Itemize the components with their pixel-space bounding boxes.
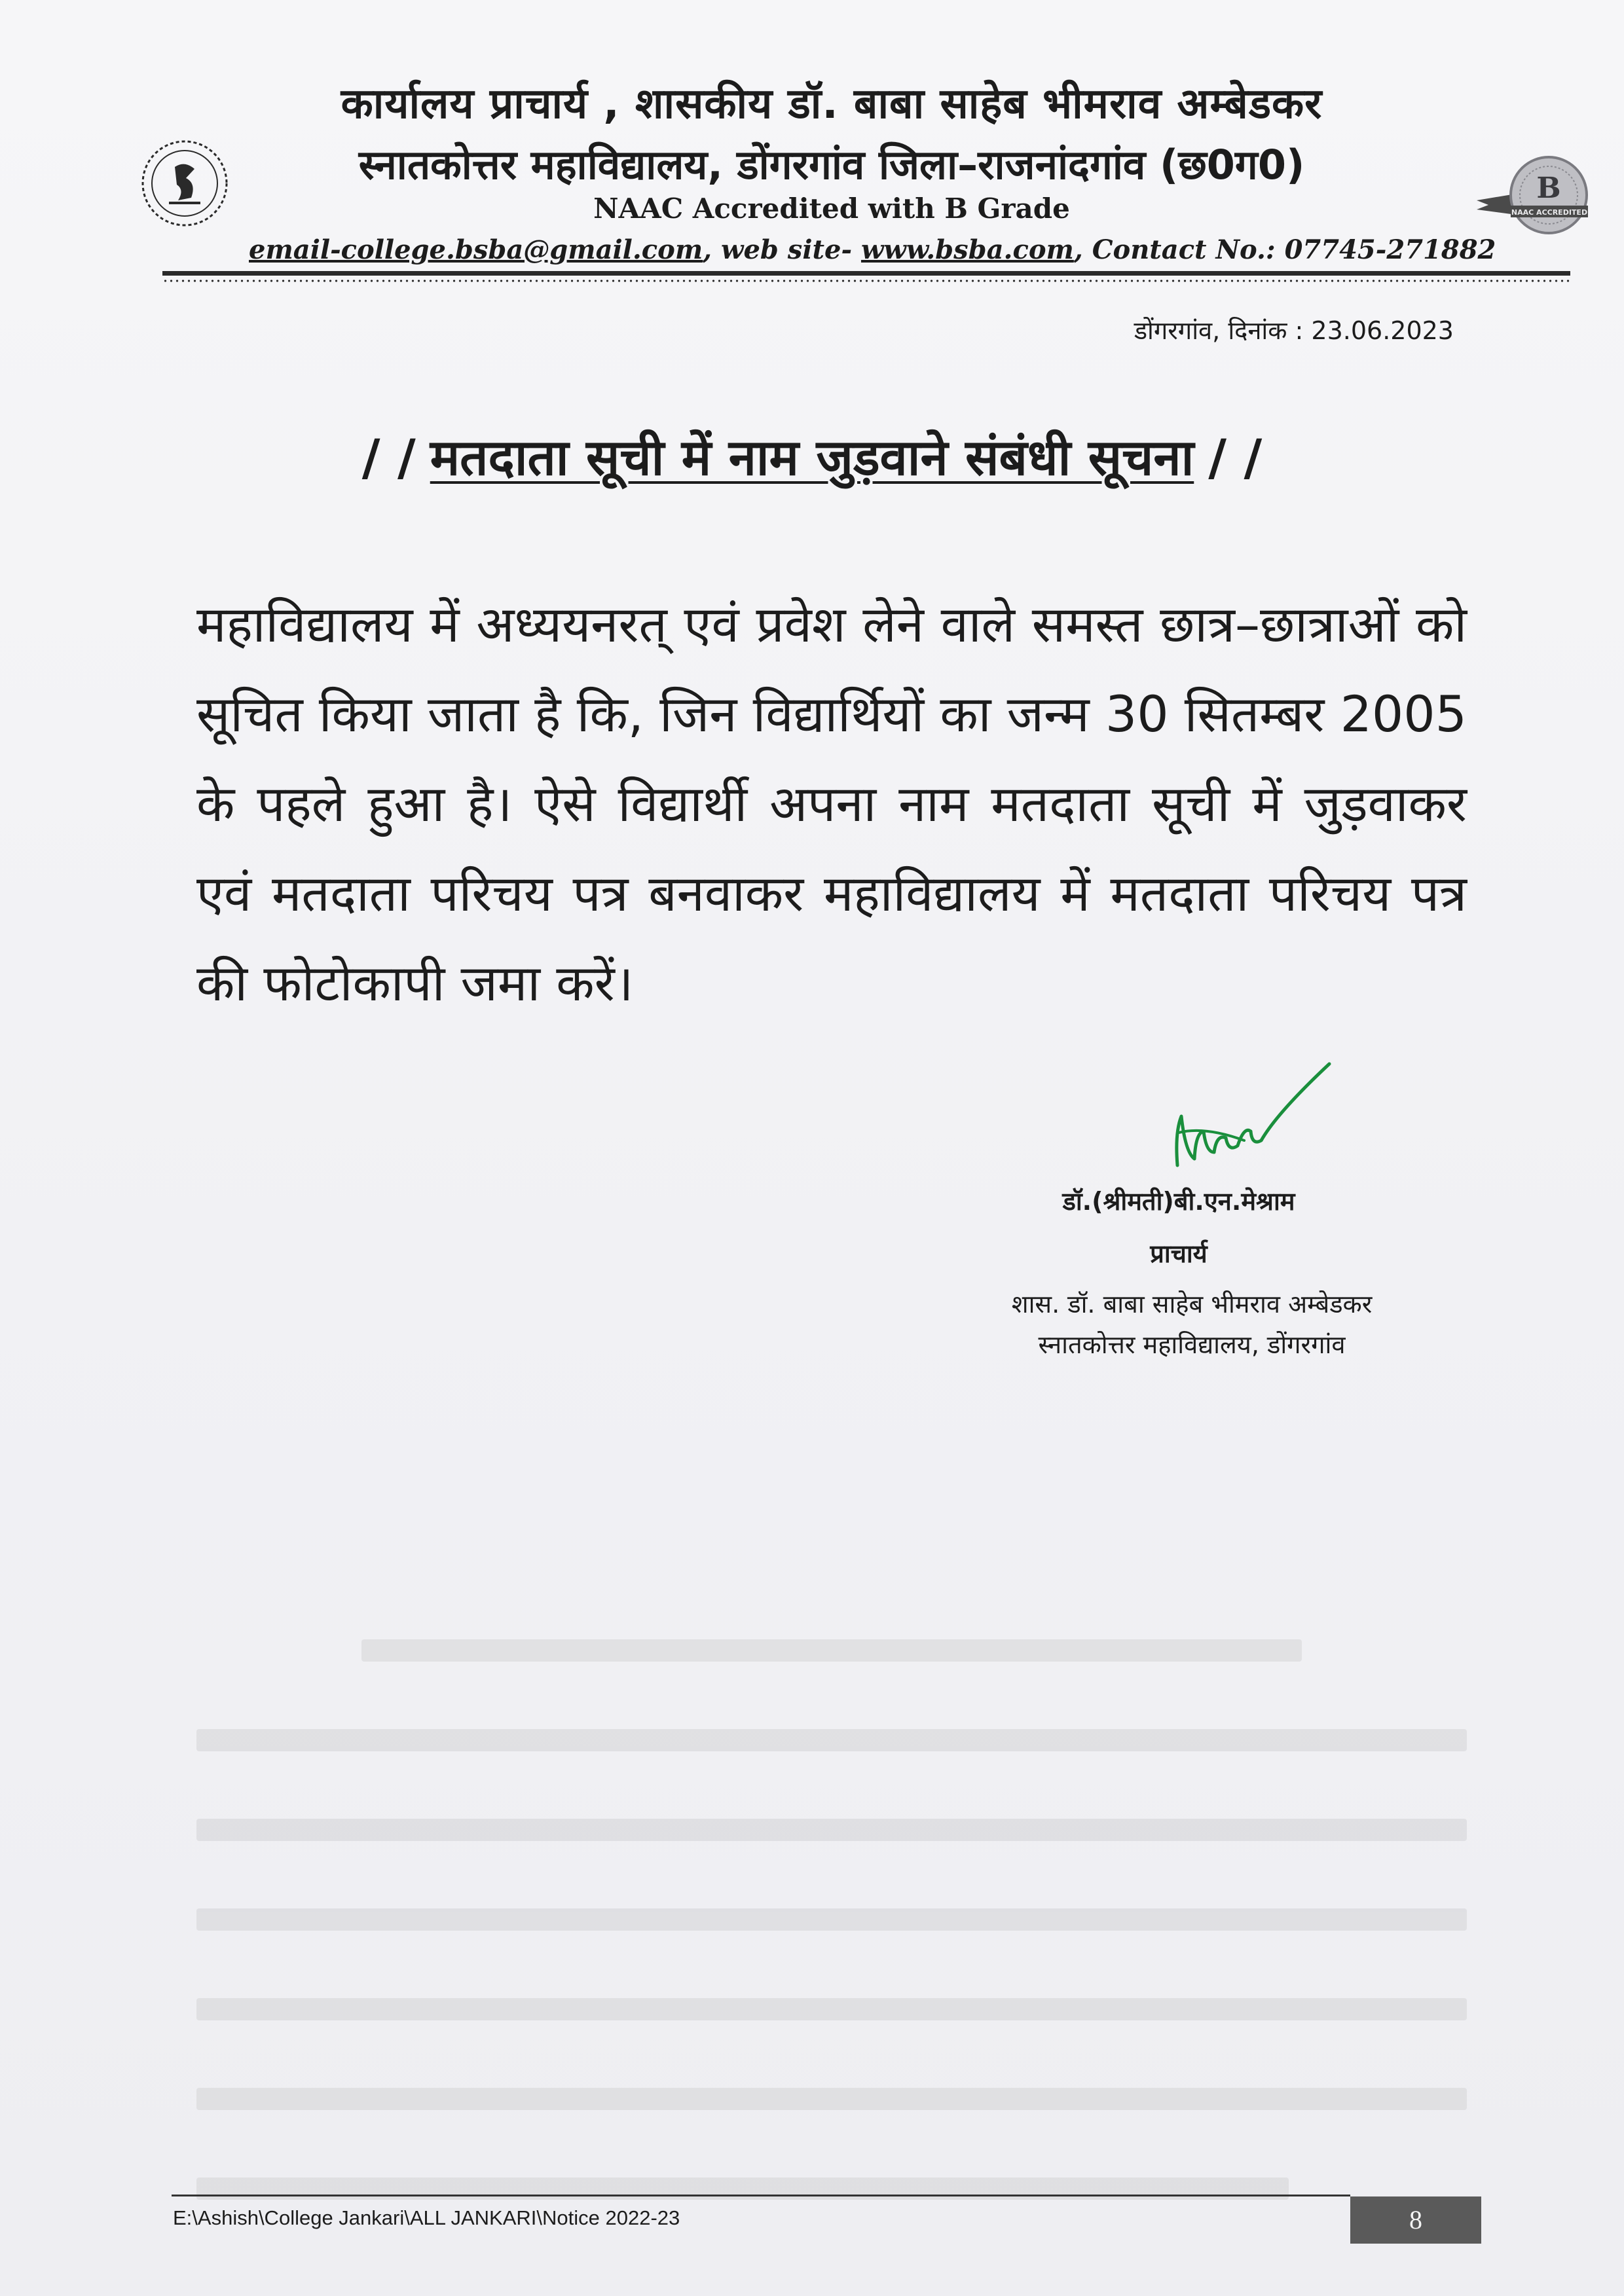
- signatory-name: डॉ.(श्रीमती)बी.एन.मेश्राम: [1062, 1187, 1295, 1216]
- page-number: 8: [1350, 2196, 1481, 2244]
- notice-title-text: मतदाता सूची में नाम जुड़वाने संबंधी सूचना: [430, 428, 1194, 486]
- college-website: www.bsba.com: [860, 234, 1074, 265]
- signatory-institution-line-1: शास. डॉ. बाबा साहेब भीमराव अम्बेडकर: [1011, 1290, 1373, 1319]
- title-slashes-left: / /: [361, 428, 416, 486]
- contact-number: , Contact No.: 07745-271882: [1073, 234, 1496, 265]
- letterhead-divider: [162, 271, 1570, 276]
- footer-file-path: E:\Ashish\College Jankari\ALL JANKARI\Notice 2022-23: [173, 2206, 680, 2229]
- notice-date: डोंगरगांव, दिनांक : 23.06.2023: [1134, 316, 1454, 345]
- naac-grade-badge-icon: [1477, 143, 1588, 247]
- letterhead-dotted-divider: [162, 280, 1570, 282]
- letterhead-college-name: स्नातकोत्तर महाविद्यालय, डोंगरगांव जिला–राजनांदगांव (छ0ग0): [358, 141, 1305, 189]
- footer-divider: [172, 2195, 1350, 2196]
- signatory-designation: प्राचार्य: [1150, 1239, 1208, 1268]
- title-slashes-right: / /: [1208, 428, 1263, 486]
- notice-body: महाविद्यालय में अध्ययनरत् एवं प्रवेश लेने वाले समस्त छात्र–छात्राओं को सूचित किया जाता है कि, जिन विद्यार्थियों का जन्म 30 सितम्बर 2005 के पहले हुआ है। ऐसे विद्यार्थी अपना नाम मतदाता सूची में जुड़वाकर एवं मतदाता परिचय पत्र बनवाकर महाविद्यालय में मतदाता परिचय पत्र की फोटोकापी जमा करें।: [196, 595, 1467, 1012]
- letterhead-office-title: कार्यालय प्राचार्य , शासकीय डॉ. बाबा साहेब भीमराव अम्बेडकर: [341, 80, 1323, 128]
- college-email: email-college.bsba@gmail.com: [249, 234, 703, 265]
- notice-title: [196, 422, 1428, 490]
- letterhead-contact-line: [249, 234, 1496, 265]
- signatory-institution-line-2: स्नातकोत्तर महाविद्यालय, डोंगरगांव: [1038, 1330, 1346, 1359]
- college-seal-icon: [139, 137, 231, 229]
- website-prefix: , web site-: [703, 234, 861, 265]
- reverse-side-bleed-through: [196, 1218, 1467, 2200]
- svg-text:NAAC ACCREDITED: NAAC ACCREDITED: [1511, 208, 1588, 217]
- svg-text:B: B: [1536, 172, 1561, 205]
- letterhead-accreditation: NAAC Accredited with B Grade: [593, 192, 1070, 225]
- handwritten-signature: [1166, 1054, 1336, 1185]
